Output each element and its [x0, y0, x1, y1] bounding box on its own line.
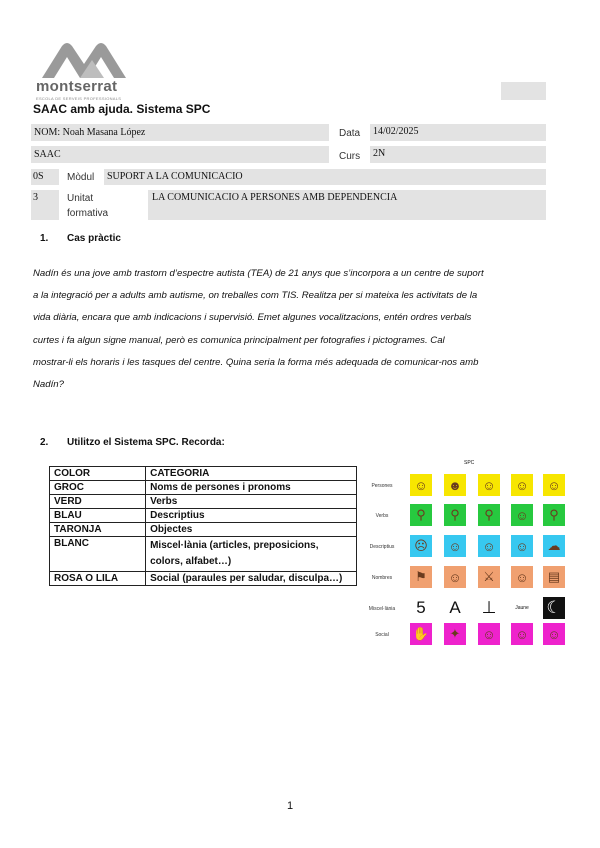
table-cell: CATEGORIA — [146, 467, 357, 481]
module-field — [104, 169, 546, 185]
color-category-table — [49, 466, 357, 586]
logo — [36, 40, 131, 102]
spc-pictogram-cell: ☾ — [543, 597, 565, 619]
spc-pictogram-cell: ☺ — [511, 535, 533, 557]
logo-name: montserrat — [36, 78, 118, 95]
case-line: Nadín és una jove amb trastorn d’espectre autista (TEA) de 21 anys que s’incorpora a un centre de suport — [33, 268, 484, 279]
spc-pictogram-cell: ⚲ — [543, 504, 565, 526]
spc-pictogram-cell: ☺ — [511, 566, 533, 588]
spc-pictogram-cell: ✋ — [410, 623, 432, 645]
spc-pictogram-cell: ☁ — [543, 535, 565, 557]
unit-value: LA COMUNICACIO A PERSONES AMB DEPENDENCIA — [152, 192, 398, 203]
table-row — [50, 495, 357, 509]
spc-row-label: Nombres — [371, 575, 393, 581]
section1-title: Cas pràctic — [67, 233, 121, 244]
header-box — [501, 82, 546, 100]
name-field — [31, 124, 329, 141]
spc-pictogram-cell: ☺ — [478, 535, 500, 557]
spc-pictogram-cell: ⚑ — [410, 566, 432, 588]
table-cell: Social (paraules per saludar, disculpa…) — [146, 572, 357, 586]
section2-title: Utilitzo el Sistema SPC. Recorda: — [67, 437, 225, 448]
table-cell: Verbs — [146, 495, 357, 509]
table-row — [50, 509, 357, 523]
document-title: SAAC amb ajuda. Sistema SPC — [33, 102, 211, 116]
module-code: 0S — [33, 171, 44, 182]
unit-field — [148, 190, 546, 220]
spc-pictogram-cell: ☺ — [444, 566, 466, 588]
date-label: Data — [339, 128, 361, 139]
case-line: mostrar-li els horaris i les tasques del centre. Quina seria la forma més adequada de comunicar-nos amb — [33, 356, 479, 368]
spc-pictogram-cell: ☺ — [478, 623, 500, 645]
spc-pictogram-cell: ☻ — [444, 474, 466, 496]
spc-pictogram-chart — [362, 458, 572, 653]
table-cell: Descriptius — [146, 509, 357, 523]
spc-row-label: Descriptius — [369, 544, 395, 550]
spc-pictogram-cell: ⚲ — [444, 504, 466, 526]
table-cell: Objectes — [146, 523, 357, 537]
spc-pictogram-cell: Jaune — [511, 597, 533, 619]
section2-number: 2. — [40, 437, 49, 448]
spc-row-label: Persones — [371, 483, 393, 489]
table-cell: GROC — [50, 481, 146, 495]
case-line: vida diària, encara que amb indicacions i supervisió. Emet algunes vocalitzacions, entén ordres verbals — [33, 312, 472, 324]
spc-pictogram-cell: ☺ — [444, 535, 466, 557]
spc-row-label: Social — [375, 632, 389, 638]
spc-pictogram-cell: ⚔ — [478, 566, 500, 588]
table-cell: COLOR — [50, 467, 146, 481]
spc-pictogram-cell: ⚲ — [410, 504, 432, 526]
name-value: NOM: Noah Masana López — [34, 127, 146, 138]
unit-number-field — [31, 190, 59, 220]
module-value: SUPORT A LA COMUNICACIO — [107, 171, 243, 182]
table-row — [50, 523, 357, 537]
course-label: Curs — [339, 151, 361, 162]
date-value: 14/02/2025 — [373, 126, 419, 137]
table-cell: BLANC — [50, 537, 146, 572]
table-cell: TARONJA — [50, 523, 146, 537]
date-field — [370, 124, 546, 141]
spc-pictogram-cell: 5 — [410, 597, 432, 619]
table-row — [50, 467, 357, 481]
page-number: 1 — [287, 800, 294, 812]
group-value: SAAC — [34, 149, 61, 160]
case-line: Nadín? — [33, 379, 64, 391]
spc-pictogram-cell: ⊥ — [478, 597, 500, 619]
spc-row-label: Miscel·lània — [368, 606, 396, 612]
spc-row-label: Verbs — [375, 513, 389, 519]
unit-number: 3 — [33, 192, 38, 203]
spc-pictogram-cell: ☺ — [511, 474, 533, 496]
case-line: curtes i fa algun signe manual, però es comunica principalment per fotografies i pictogrames. Cal — [33, 334, 445, 346]
table-cell: VERD — [50, 495, 146, 509]
module-label: Mòdul — [67, 172, 95, 183]
spc-pictogram-cell: ⚲ — [478, 504, 500, 526]
table-row — [50, 572, 357, 586]
spc-pictogram-cell: ☹ — [410, 535, 432, 557]
table-cell: Noms de persones i pronoms — [146, 481, 357, 495]
unit-label: Unitat formativa — [67, 193, 109, 219]
table-row — [50, 481, 357, 495]
table-row — [50, 537, 357, 572]
spc-pictogram-cell: ☺ — [511, 623, 533, 645]
course-value: 2N — [373, 148, 386, 159]
section1-number: 1. — [40, 233, 49, 244]
spc-chart-title: SPC — [464, 460, 475, 466]
spc-pictogram-cell: A — [444, 597, 466, 619]
table-cell: ROSA O LILA — [50, 572, 146, 586]
logo-mountain-icon — [38, 40, 130, 80]
case-paragraph — [33, 263, 547, 396]
module-code-field — [31, 169, 59, 185]
spc-pictogram-cell: ▤ — [543, 566, 565, 588]
spc-pictogram-cell: ☺ — [511, 504, 533, 526]
group-field — [31, 146, 329, 163]
spc-pictogram-cell: ☺ — [410, 474, 432, 496]
spc-pictogram-cell: ✦ — [444, 623, 466, 645]
case-line: a la integració per a adults amb autisme, on treballes com TIS. Realitza per si mateixa les activitats de la — [33, 290, 478, 302]
table-cell: Miscel·lània (articles, preposicions, colors, alfabet…) — [146, 537, 357, 572]
spc-pictogram-cell: ☺ — [478, 474, 500, 496]
spc-pictogram-cell: ☺ — [543, 474, 565, 496]
table-cell: BLAU — [50, 509, 146, 523]
logo-subtitle: ESCOLA DE SERVEIS PROFESSIONALS — [36, 96, 122, 101]
course-field — [370, 146, 546, 163]
spc-pictogram-cell: ☺ — [543, 623, 565, 645]
